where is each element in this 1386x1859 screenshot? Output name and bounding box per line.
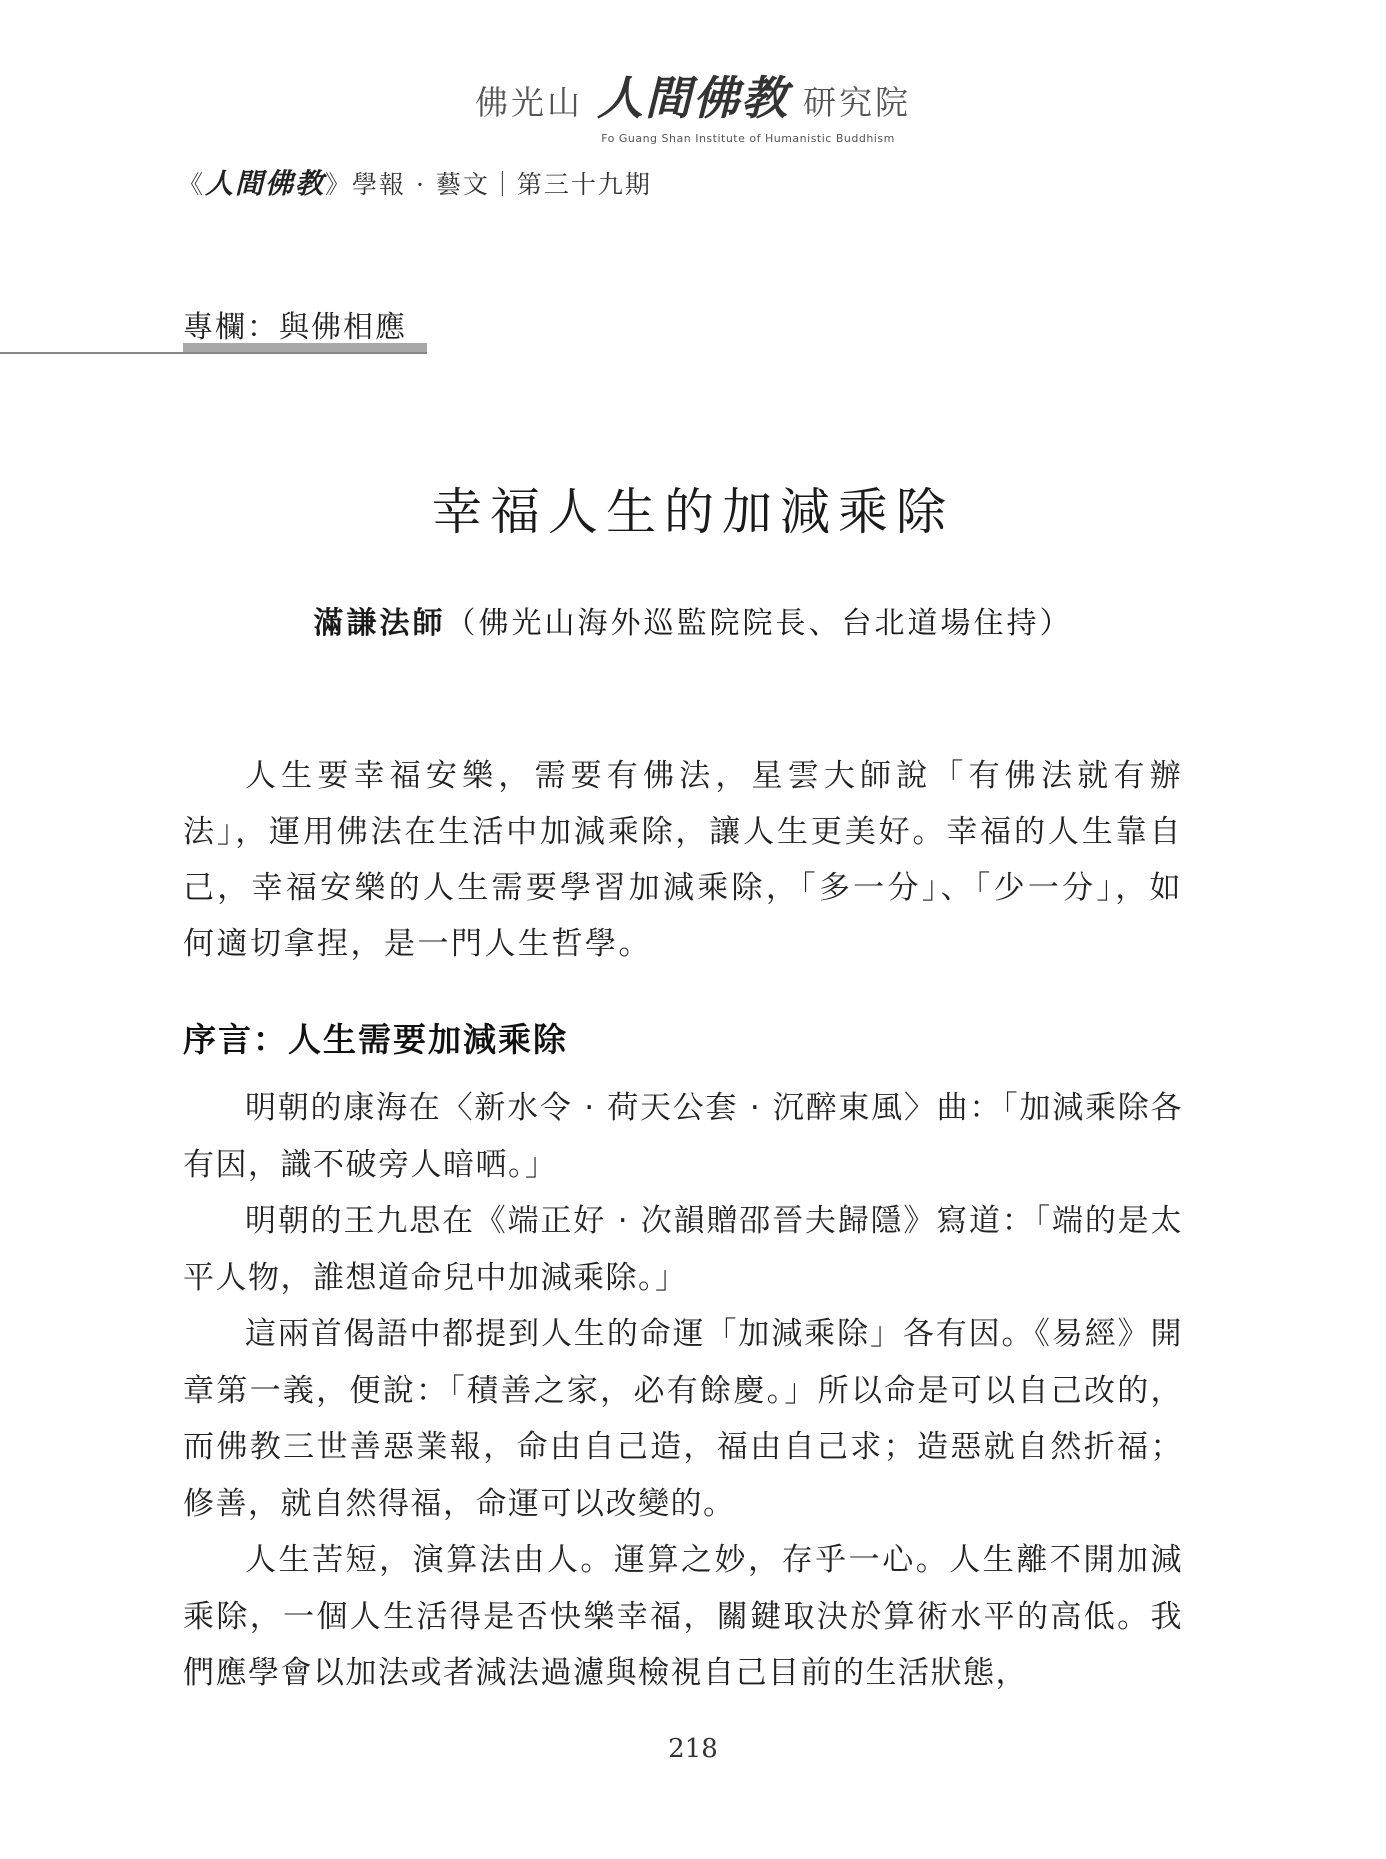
page-number: 218 xyxy=(668,1734,718,1764)
journal-brand: 人間佛教 xyxy=(205,167,326,200)
section-paragraph: 人生苦短，演算法由人。運算之妙，存乎一心。人生離不開加減乘除，一個人生活得是否快樂幸福，關鍵取決於算術水平的高低。我們應學會以加法或者減法過濾與檢視自己目前的生活狀態， xyxy=(183,1542,1183,1691)
institute-header xyxy=(0,62,1386,145)
journal-open-quote: 《 xyxy=(178,170,206,199)
journal-running-head xyxy=(178,162,652,202)
intro-text xyxy=(183,748,1183,972)
journal-close-quote: 》 xyxy=(325,170,353,199)
institute-english-name: Fo Guang Shan Institute of Humanistic Buddhism xyxy=(601,132,895,145)
intro-paragraph: 人生要幸福安樂，需要有佛法，星雲大師說「有佛法就有辦法」，運用佛法在生活中加減乘除，讓人生更美好。幸福的人生靠自己，幸福安樂的人生需要學習加減乘除，「多一分」、「少一分」，如何適切拿捏，是一門人生哲學。 xyxy=(183,758,1183,962)
column-label: 專欄：與佛相應 xyxy=(183,310,407,345)
author-affiliation: （佛光山海外巡監院院長、台北道場住持） xyxy=(445,606,1073,641)
article-title: 幸福人生的加減乘除 xyxy=(432,483,954,541)
institute-name-right: 研究院 xyxy=(803,83,911,122)
author-line xyxy=(0,598,1386,642)
journal-issue: 學報 · 藝文｜第三十九期 xyxy=(352,170,652,199)
section-heading: 序言：人生需要加減乘除 xyxy=(183,1020,568,1059)
institute-name-left: 佛光山 xyxy=(475,83,583,122)
institute-brand-calligraphy: 人間佛教 xyxy=(597,71,789,125)
section-paragraph: 明朝的王九思在《端正好 · 次韻贈邵晉夫歸隱》寫道：「端的是太平人物，誰想道命兒中加減乘除。」 xyxy=(183,1203,1183,1296)
institute-logo xyxy=(475,62,911,128)
author-name: 滿謙法師 xyxy=(313,606,446,641)
section-paragraph: 這兩首偈語中都提到人生的命運「加減乘除」各有因。《易經》開章第一義，便說：「積善之家，必有餘慶。」所以命是可以自己改的，而佛教三世善惡業報，命由自己造，福由自己求；造惡就自然折福；修善，就自然得福，命運可以改變的。 xyxy=(183,1316,1183,1522)
column-rule xyxy=(0,352,427,354)
section-body xyxy=(183,1080,1183,1702)
section-paragraph: 明朝的康海在〈新水令 · 荷天公套 · 沉醉東風〉曲：「加減乘除各有因，識不破旁人暗哂。」 xyxy=(183,1090,1183,1183)
